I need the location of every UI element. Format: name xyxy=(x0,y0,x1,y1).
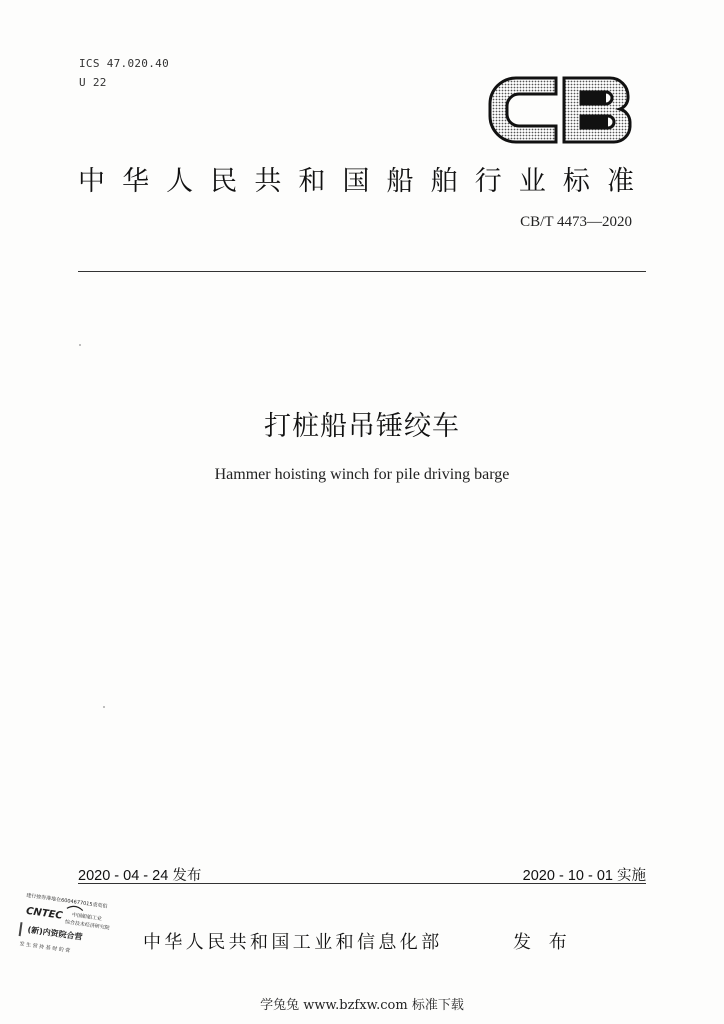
document-title-cn: 打桩船吊锤绞车 xyxy=(264,411,460,442)
org-title-char: 业 xyxy=(518,166,546,197)
org-title-char: 和 xyxy=(298,166,326,197)
svg-text:综合技术经济研究院: 综合技术经济研究院 xyxy=(64,919,110,932)
footer-watermark: 学兔兔 www.bzfxw.com 标准下载 xyxy=(260,998,464,1013)
classification-code: U 22 xyxy=(79,76,107,89)
document-title-en: Hammer hoisting winch for pile driving barge xyxy=(214,466,510,483)
issue-verb: 发 布 xyxy=(513,932,573,953)
ics-code: ICS 47.020.40 xyxy=(79,57,169,70)
org-title-char: 国 xyxy=(342,166,370,197)
svg-text:CNTEC: CNTEC xyxy=(25,905,64,922)
scan-speck xyxy=(103,706,105,708)
org-title xyxy=(78,159,634,198)
org-title-char: 人 xyxy=(166,166,194,197)
standard-number: CB/T 4473—2020 xyxy=(520,214,632,230)
org-title-char: 船 xyxy=(386,166,414,197)
org-title-char: 舶 xyxy=(430,166,458,197)
distribution-stamp xyxy=(18,890,136,970)
implement-date: 2020 - 10 - 01 实施 xyxy=(522,868,646,884)
org-title-char: 共 xyxy=(254,166,282,197)
org-title-char: 行 xyxy=(474,166,502,197)
scan-speck xyxy=(79,344,81,346)
svg-text:中国船舶工业: 中国船舶工业 xyxy=(71,912,103,923)
bottom-divider xyxy=(78,883,646,884)
cb-logo xyxy=(486,74,634,146)
org-title-char: 华 xyxy=(122,166,150,197)
svg-text:建行按券落地在6004677015袁莫伯: 建行按券落地在6004677015袁莫伯 xyxy=(25,892,108,910)
org-title-char: 准 xyxy=(606,166,634,197)
top-divider xyxy=(78,271,646,272)
publish-date: 2020 - 04 - 24 发布 xyxy=(78,868,202,884)
svg-text:(新)内资院合营: (新)内资院合营 xyxy=(26,925,83,942)
svg-text:发 生 营 持 基 财 的 营: 发 生 营 持 基 财 的 营 xyxy=(19,941,71,955)
issuer-name: 中华人民共和国工业和信息化部 xyxy=(143,932,443,953)
org-title-char: 民 xyxy=(210,166,238,197)
org-title-char: 标 xyxy=(562,166,590,197)
org-title-char: 中 xyxy=(78,166,105,197)
